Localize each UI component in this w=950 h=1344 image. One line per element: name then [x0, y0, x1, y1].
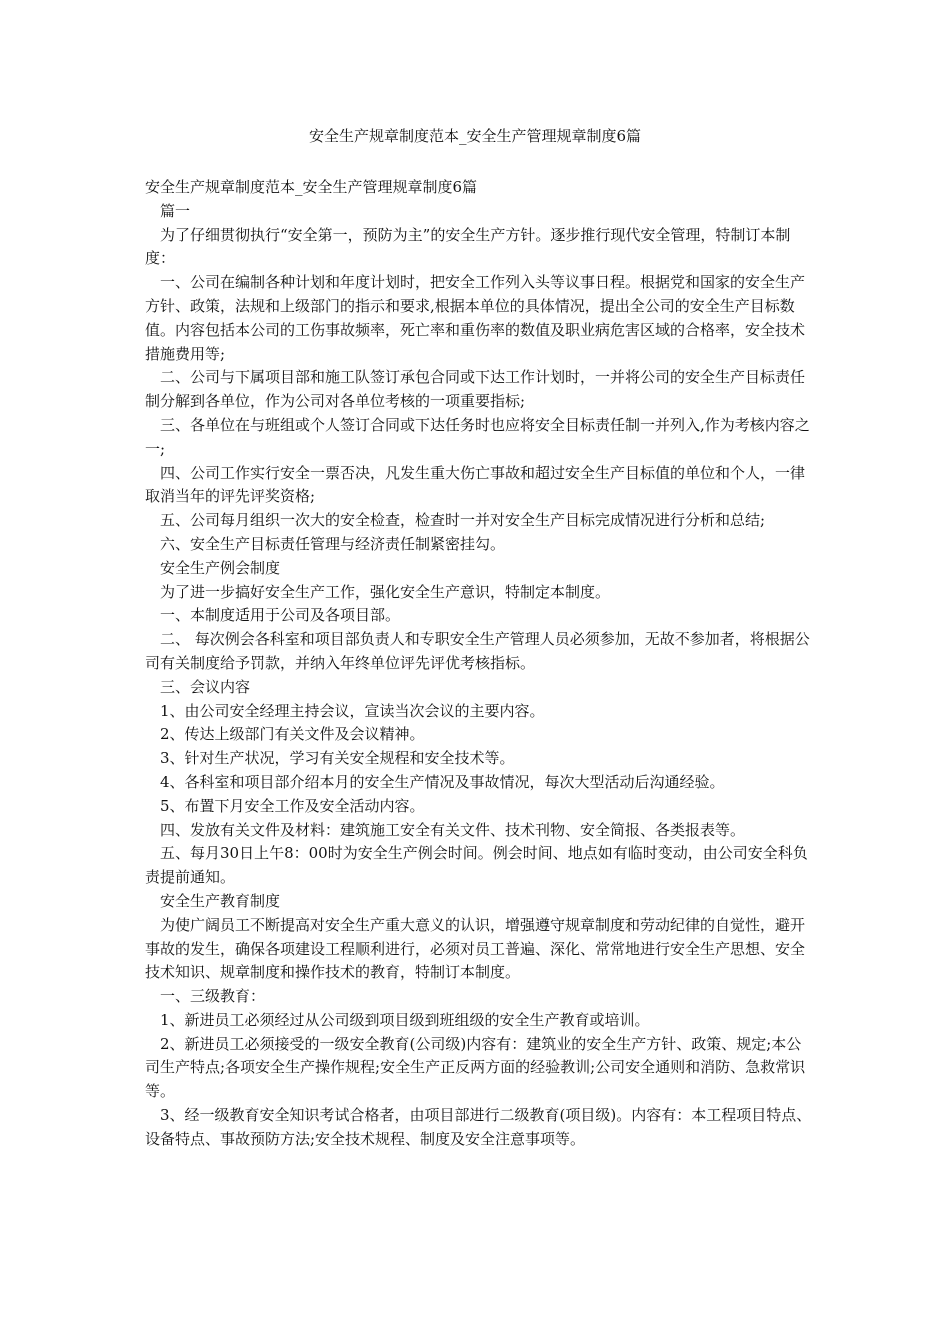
paragraph-heading: 安全生产规章制度范本_安全生产管理规章制度6篇 [145, 178, 478, 196]
paragraph: 5、布置下月安全工作及安全活动内容。 [160, 796, 425, 815]
paragraph: 二、 每次例会各科室和项目部负责人和专职安全生产管理人员必须参加，无故不参加者，将根据公司有关制度给予罚款，并纳入年终单位评先评优考核指标。 [145, 630, 810, 672]
paragraph: 六、安全生产目标责任管理与经济责任制紧密挂勾。 [160, 534, 506, 553]
paragraph: 2、新进员工必须接受的一级安全教育(公司级)内容有：建筑业的安全生产方针、政策、规定;本公司生产特点;各项安全生产操作规程;安全生产正反两方面的经验教训;公司安全通则和消防、急救常识等。 [145, 1034, 806, 1101]
paragraph: 为了仔细贯彻执行“安全第一，预防为主”的安全生产方针。逐步推行现代安全管理，特制订本制度： [145, 225, 791, 268]
paragraph: 1、由公司安全经理主持会议，宣读当次会议的主要内容。 [160, 701, 545, 720]
document-title: 安全生产规章制度范本_安全生产管理规章制度6篇 [308, 127, 642, 145]
paragraph: 三、会议内容 [160, 677, 251, 696]
paragraph: 二、公司与下属项目部和施工队签订承包合同或下达工作计划时，一并将公司的安全生产目标责任制分解到各单位，作为公司对各单位考核的一项重要指标; [145, 368, 806, 411]
paragraph: 为了进一步搞好安全生产工作，强化安全生产意识，特制定本制度。 [160, 582, 611, 601]
paragraph: 1、新进员工必须经过从公司级到项目级到班组级的安全生产教育或培训。 [160, 1010, 650, 1029]
paragraph: 四、发放有关文件及材料：建筑施工安全有关文件、技术刊物、安全简报、各类报表等。 [160, 820, 746, 839]
paragraph: 2、传达上级部门有关文件及会议精神。 [160, 725, 425, 744]
section-heading: 安全生产教育制度 [160, 891, 281, 910]
paragraph: 一、本制度适用于公司及各项目部。 [160, 606, 401, 625]
paragraph: 五、公司每月组织一次大的安全检查，检查时一并对安全生产目标完成情况进行分析和总结; [160, 511, 766, 530]
document-body [145, 176, 813, 1152]
paragraph: 五、每月30日上午8：00时为安全生产例会时间。例会时间、地点如有临时变动，由公司安全科负责提前通知。 [145, 844, 808, 887]
paragraph-section-label: 篇一 [160, 201, 191, 220]
section-heading: 安全生产例会制度 [160, 558, 281, 577]
paragraph: 一、公司在编制各种计划和年度计划时，把安全工作列入头等议事日程。根据党和国家的安全生产方针、政策，法规和上级部门的指示和要求,根据本单位的具体情况，提出全公司的安全生产目标数值。内容包括本公司的工伤事故频率，死亡率和重伤率的数值及职业病危害区域的合格率，安全技术措施费用等; [145, 273, 806, 363]
paragraph: 4、各科室和项目部介绍本月的安全生产情况及事故情况，每次大型活动后沟通经验。 [160, 772, 725, 791]
paragraph: 3、针对生产状况，学习有关安全规程和安全技术等。 [160, 749, 515, 768]
paragraph: 四、公司工作实行安全一票否决，凡发生重大伤亡事故和超过安全生产目标值的单位和个人，一律取消当年的评先评奖资格; [145, 463, 806, 506]
paragraph: 三、各单位在与班组或个人签订合同或下达任务时也应将安全目标责任制一并列入,作为考核内容之一; [145, 415, 810, 458]
paragraph: 3、经一级教育安全知识考试合格者，由项目部进行二级教育(项目级)。内容有：本工程项目特点、设备特点、事故预防方法;安全技术规程、制度及安全注意事项等。 [145, 1106, 812, 1148]
paragraph: 为使广阔员工不断提高对安全生产重大意义的认识，增强遵守规章制度和劳动纪律的自觉性，避开事故的发生，确保各项建设工程顺利进行，必须对员工普遍、深化、常常地进行安全生产思想、安全技术知识、规章制度和操作技术的教育，特制订本制度。 [145, 915, 806, 982]
paragraph: 一、三级教育： [160, 987, 266, 1006]
